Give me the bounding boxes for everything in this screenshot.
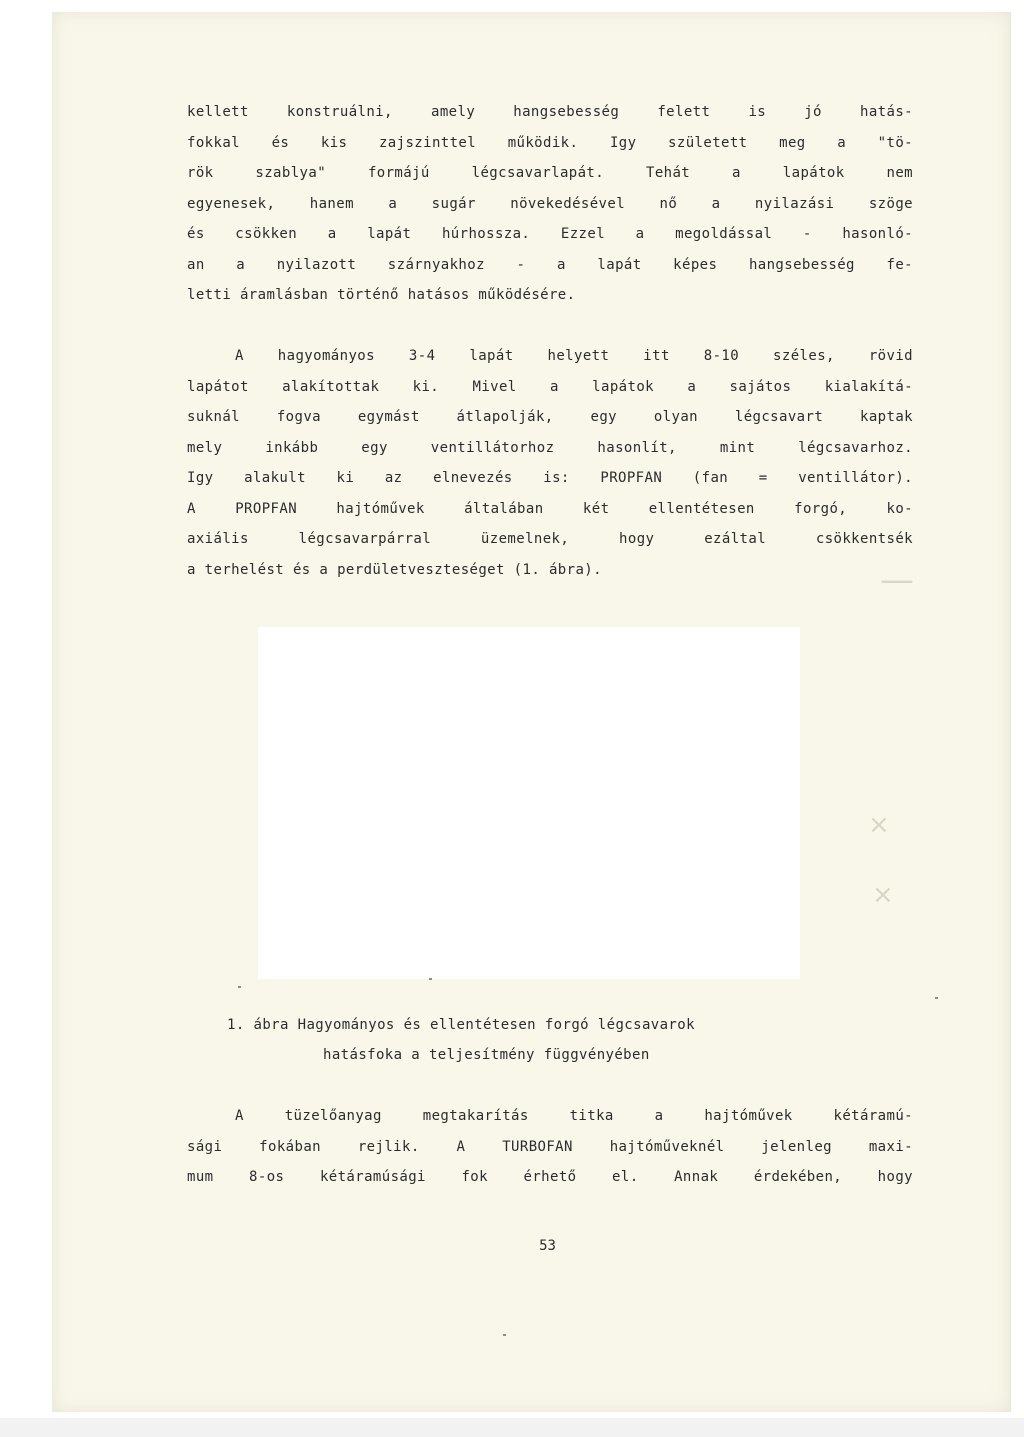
text-line: lapátot alakítottak ki. Mivel a lapátok a sajátos kialakítá- bbox=[187, 378, 913, 395]
paragraph-1 bbox=[187, 97, 913, 311]
paragraph-2 bbox=[187, 341, 913, 585]
text-line: a terhelést és a perdületveszteséget (1. ábra). bbox=[187, 561, 602, 578]
text-line: egyenesek, hanem a sugár növekedésével nő a nyilazási szöge bbox=[187, 195, 913, 212]
text-line: sági fokában rejlik. A TURBOFAN hajtóműveknél jelenleg maxi- bbox=[187, 1138, 913, 1155]
paragraph-3 bbox=[187, 1101, 913, 1193]
figure-caption bbox=[187, 1010, 913, 1070]
bleed-through-mark: × bbox=[872, 880, 894, 910]
bleed-through-mark: × bbox=[868, 810, 890, 840]
text-line: Igy alakult ki az elnevezés is: PROPFAN (fan = ventillátor). bbox=[187, 470, 913, 486]
text-line: A hagyományos 3-4 lapát helyett itt 8-10 széles, rövid bbox=[235, 348, 913, 364]
page-number: 53 bbox=[539, 1238, 556, 1254]
text-line: A PROPFAN hajtóművek általában két ellentétesen forgó, ko- bbox=[187, 500, 913, 517]
scan-bottom-margin bbox=[0, 1418, 1024, 1437]
scan-speck bbox=[503, 1334, 506, 1336]
text-line: suknál fogva egymást átlapolják, egy olyan légcsavart kaptak bbox=[187, 409, 913, 425]
text-line: A tüzelőanyag megtakarítás titka a hajtóművek kétáramú- bbox=[235, 1108, 913, 1124]
text-line: és csökken a lapát húrhossza. Ezzel a megoldással - hasonló- bbox=[187, 226, 913, 242]
text-line: mely inkább egy ventillátorhoz hasonlít, mint légcsavarhoz. bbox=[187, 439, 913, 456]
text-line: mum 8-os kétáramúsági fok érhető el. Annak érdekében, hogy bbox=[187, 1169, 913, 1185]
text-line: rök szablya" formájú légcsavarlapát. Tehát a lapátok nem bbox=[187, 165, 913, 181]
text-line: an a nyilazott szárnyakhoz - a lapát képes hangsebesség fe- bbox=[187, 256, 913, 273]
caption-line: hatásfoka a teljesítmény függvényében bbox=[323, 1047, 650, 1063]
text-line: fokkal és kis zajszinttel működik. Igy született meg a "tö- bbox=[187, 134, 913, 151]
bleed-through-mark: — bbox=[880, 560, 914, 600]
caption-line: 1. ábra Hagyományos és ellentétesen forgó légcsavarok bbox=[227, 1017, 695, 1033]
scan-speck bbox=[238, 986, 241, 988]
scan-speck bbox=[429, 978, 432, 980]
figure-1-placeholder bbox=[258, 627, 800, 979]
text-line: letti áramlásban történő hatásos működésére. bbox=[187, 287, 576, 303]
text-line: axiális légcsavarpárral üzemelnek, hogy ezáltal csökkentsék bbox=[187, 531, 913, 547]
text-line: kellett konstruálni, amely hangsebesség felett is jó hatás- bbox=[187, 104, 913, 120]
scan-speck bbox=[935, 997, 938, 999]
